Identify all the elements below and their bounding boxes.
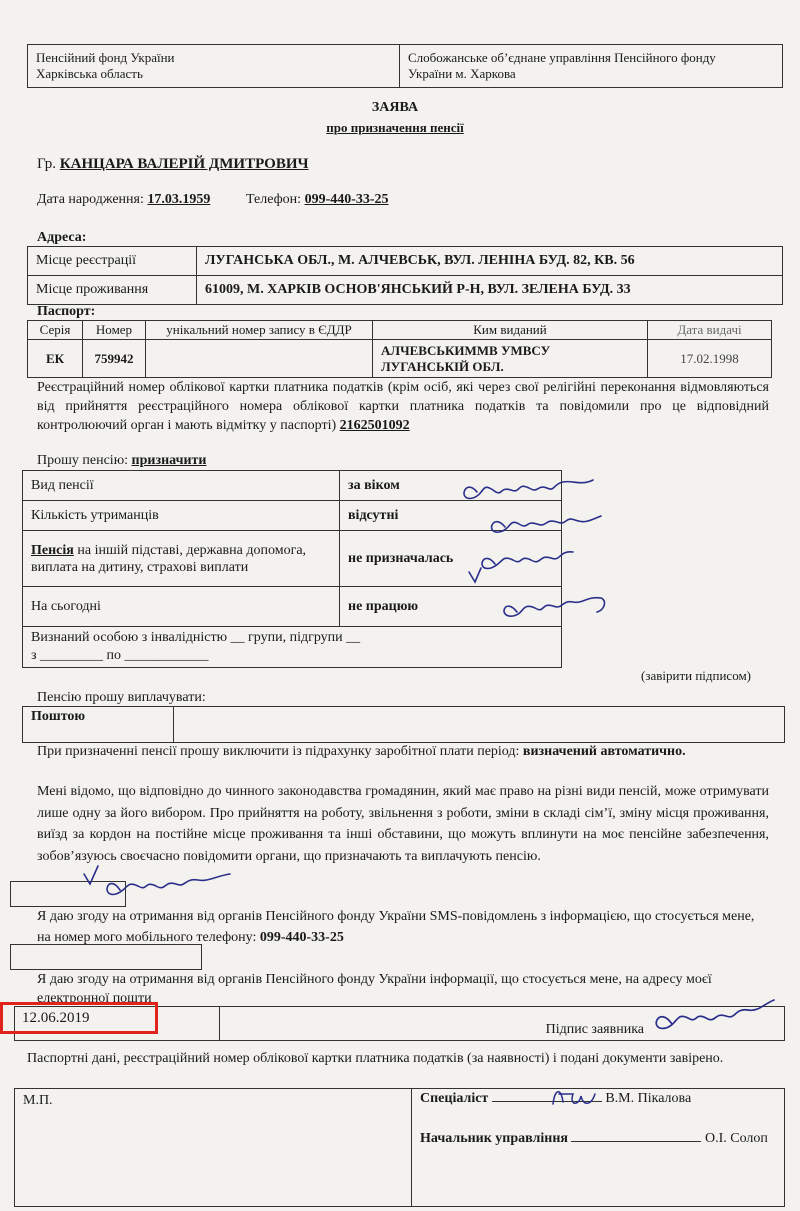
- passport-issuer: [373, 340, 648, 378]
- header-left: [28, 45, 400, 88]
- request-line: [37, 453, 207, 469]
- certified-paragraph: Паспортні дані, реєстраційний номер облікової картки платника податків (за наявності) і подані документи завірено.: [27, 1051, 724, 1066]
- signature-4: [504, 598, 604, 616]
- disability-line-2: з _________ по ____________: [31, 648, 209, 663]
- applicant-line: [37, 156, 309, 173]
- passport-header-issuer: Ким виданий: [373, 321, 648, 340]
- specialist-signature: [545, 1082, 605, 1112]
- passport-header-date: Дата видачі: [648, 321, 772, 340]
- signature-1: [464, 480, 593, 498]
- phone-value: 099-440-33-25: [304, 192, 389, 207]
- footer-table: [14, 1088, 785, 1207]
- check-mark: [469, 568, 481, 582]
- passport-issue-date: 17.02.1998: [648, 340, 772, 378]
- certify-note: (завірити підписом): [641, 668, 752, 683]
- request-value: призначити: [131, 453, 207, 468]
- address-table: [27, 246, 783, 305]
- doc-title: ЗАЯВА: [371, 100, 419, 115]
- doc-subtitle: про призначення пенсії: [326, 120, 464, 135]
- applicant-name: КАНЦАРА ВАЛЕРІЙ ДМИТРОВИЧ: [59, 156, 309, 172]
- reg-value: ЛУГАНСЬКА ОБЛ., М. АЛЧЕВСЬК, ВУЛ. ЛЕНІНА БУД. 82, КВ. 56: [197, 247, 783, 276]
- other-basis-label: [23, 531, 340, 587]
- passport-header-series: Серія: [28, 321, 83, 340]
- birth-label: Дата народження:: [37, 192, 144, 207]
- passport-eddr: [146, 340, 373, 378]
- dependents-value: відсутні: [340, 501, 562, 531]
- applicant-signature: [640, 990, 780, 1040]
- other-basis-value: не призначалась: [340, 531, 562, 587]
- tax-text: Реєстраційний номер облікової картки платника податків (крім осіб, які через свої релігійні переконання відмовляються від прийняття реєстраційного номера облікової картки платника податків та повідомили про це відповідний контролюючий орган і мають відмітку у паспорті): [37, 380, 769, 433]
- office-name-1: Слобожанське об’єднане управління Пенсійного фонду: [408, 50, 716, 65]
- phone-label: Телефон:: [246, 192, 302, 207]
- payment-label: Пенсію прошу виплачувати:: [37, 690, 206, 705]
- head-row: [420, 1131, 776, 1147]
- office-name-2: України м. Харкова: [408, 66, 516, 81]
- exclude-text: При призначенні пенсії прошу виключити із підрахунку заробітної плати період:: [37, 744, 520, 759]
- region-name: Харківська область: [36, 66, 143, 81]
- phone-line: [246, 192, 389, 208]
- applicant-prefix: Гр.: [37, 156, 56, 172]
- fund-name: Пенсійний фонд України: [36, 50, 175, 65]
- head-sign-line: [571, 1141, 701, 1142]
- passport-table: [27, 320, 772, 378]
- live-value: 61009, М. ХАРКІВ ОСНОВ'ЯНСЬКИЙ Р-Н, ВУЛ. ЗЕЛЕНА БУД. 33: [197, 276, 783, 305]
- notice-signature: [80, 860, 240, 906]
- address-heading: Адреса:: [37, 230, 87, 245]
- payment-details: [174, 707, 785, 743]
- payment-table: [22, 706, 785, 743]
- tax-number: 2162501092: [339, 418, 410, 433]
- passport-header-number: Номер: [83, 321, 146, 340]
- pension-table-signatures: [455, 472, 615, 642]
- passport-number: 759942: [83, 340, 146, 378]
- sms-text: Я даю згоду на отримання від органів Пенсійного фонду України SMS-повідомлень з інформацією, що стосується мене, на номер мого мобільного телефону:: [37, 909, 755, 945]
- other-basis-bold: Пенсія: [31, 542, 74, 558]
- application-date: 12.06.2019: [22, 1010, 90, 1026]
- stamp-cell: [15, 1089, 412, 1207]
- issuer-line-2: ЛУГАНСЬКІЙ ОБЛ.: [381, 358, 504, 374]
- pension-type-value: за віком: [340, 471, 562, 501]
- signature-box-sms: [10, 944, 202, 970]
- other-basis-rest: на іншій підставі, державна допомога, виплата на дитину, страхові виплати: [31, 542, 307, 575]
- live-label: Місце проживання: [28, 276, 197, 305]
- header-right: [400, 45, 783, 88]
- reg-label: Місце реєстрації: [28, 247, 197, 276]
- disability-line-1: Визнаний особою з інвалідністю __ групи, підгрупи __: [31, 630, 361, 645]
- applicant-signature-label: Підпис заявника: [545, 1022, 644, 1037]
- birth-value: 17.03.1959: [147, 192, 211, 207]
- payment-method: Поштою: [23, 707, 174, 743]
- head-name: О.І. Солоп: [704, 1131, 768, 1146]
- issuer-line-1: АЛЧЕВСЬКИММВ УМВСУ: [381, 342, 551, 358]
- notice-paragraph: Мені відомо, що відповідно до чинного законодавства громадянин, який має право на різні види пенсій, може отримувати лише одну за його вибором. Про прийняття на роботу, звільнення з роботи, зміни в складі сім’ї, зміну місця проживання, виїзд за кордон на постійне місце проживання та інші обставини, що можуть вплинути на моє пенсійне забезпечення, зобов’язуюсь своєчасно повідомити органи, що призначають та виплачують пенсію.: [37, 784, 769, 864]
- tax-paragraph: [37, 378, 769, 435]
- passport-header-eddr: унікальний номер запису в ЄДДР: [146, 321, 373, 340]
- signature-3: [482, 552, 573, 569]
- specialist-label: Спеціаліст: [420, 1091, 489, 1106]
- exclude-value: визначений автоматично.: [522, 744, 686, 759]
- header-table: [27, 44, 783, 88]
- today-value: не працюю: [340, 587, 562, 627]
- dependents-label: Кількість утриманців: [23, 501, 340, 531]
- head-label: Начальник управління: [420, 1131, 568, 1146]
- sms-consent: [37, 906, 769, 948]
- pension-type-label: Вид пенсії: [23, 471, 340, 501]
- exclude-line: [37, 744, 686, 760]
- stamp-label: М.П.: [23, 1093, 53, 1108]
- today-label: На сьогодні: [23, 587, 340, 627]
- birth-line: [37, 192, 210, 208]
- passport-series: ЕК: [28, 340, 83, 378]
- email-consent: Я даю згоду на отримання від органів Пенсійного фонду України інформації, що стосується мене, на адресу моєї електронної пошти: [37, 972, 712, 1006]
- signature-2: [492, 516, 601, 532]
- sms-phone: 099-440-33-25: [259, 930, 344, 945]
- passport-heading: Паспорт:: [37, 304, 96, 319]
- specialist-name: В.М. Пікалова: [605, 1091, 692, 1106]
- request-label: Прошу пенсію:: [37, 453, 129, 468]
